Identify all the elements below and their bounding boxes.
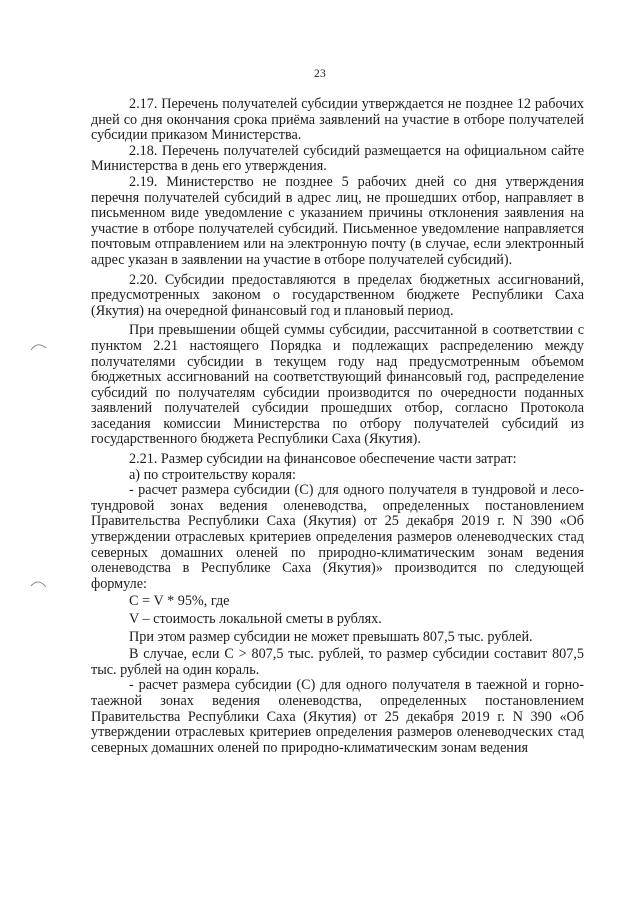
paragraph-2-21: 2.21. Размер субсидии на финансовое обеспечение части затрат: — [129, 451, 517, 468]
paragraph-2-19: 2.19. Министерство не позднее 5 рабочих дней со дня утверждения перечня получателей субсидий в адрес лиц, не прошедших отбор, направляет в письменном виде уведомление с указанием причины отклонения заявления на участие в отборе получателей субсидий. Письменное уведомление направляется почтовым отправлением или на электронную почту (в случае, если электронный адрес указан в заявлении на участие в отборе получателей субсидий). — [91, 173, 584, 268]
page-number: 23 — [313, 68, 327, 80]
paragraph-2-17: 2.17. Перечень получателей субсидии утверждается не позднее 12 рабочих дней со дня окончания срока приёма заявлений на участие в отборе получателей субсидии приказом Министерства. — [91, 96, 584, 144]
margin-scan-mark — [30, 342, 48, 352]
margin-scan-mark — [30, 579, 48, 589]
document-body — [91, 97, 584, 756]
paragraph-item-a: а) по строительству кораля: — [129, 466, 296, 483]
paragraph-2-18: 2.18. Перечень получателей субсидий размещается на официальном сайте Министерства в день его утверждения. — [91, 142, 584, 175]
paragraph-limit-case: В случае, если С > 807,5 тыс. рублей, то размер субсидии составит 807,5 тыс. рублей на один кораль. — [91, 646, 584, 678]
paragraph-subsidy-limit: При этом размер субсидии не может превышать 807,5 тыс. рублей. — [129, 628, 533, 645]
paragraph-2-20: 2.20. Субсидии предоставляются в пределах бюджетных ассигнований, предусмотренных законом о государственном бюджете Республики Саха (Якутия) на очередной финансовый год и плановый период. — [91, 271, 584, 319]
paragraph-tundra-calculation: - расчет размера субсидии (С) для одного получателя в тундровой и лесо-тундровой зонах ведения оленеводства, определенных постановлением Правительства Республики Саха (Якутия) от 25 декабря 2019 г. N 390 «Об утверждении отраслевых критериев определения размеров оленеводческих стад северных домашних оленей по природно-климатическим зонам ведения оленеводства в Республике Саха (Якутия)» производится по следующей формуле: — [91, 482, 584, 592]
paragraph-formula-definition: V – стоимость локальной сметы в рублях. — [129, 611, 382, 627]
paragraph-taiga-calculation: - расчет размера субсидии (С) для одного получателя в таежной и горно-таежной зонах ведения оленеводства, определенных постановлением Правительства Республики Саха (Якутия) от 25 декабря 2019 г. N 390 «Об утверждении отраслевых критериев определения размеров оленеводческих стад северных домашних оленей по природно-климатическим зонам ведения — [91, 677, 584, 756]
paragraph-excess-subsidy: При превышении общей суммы субсидии, рассчитанной в соответствии с пунктом 2.21 настоящего Порядка и подлежащих распределению между получателями субсидии в текущем году над предусмотренным объемом бюджетных ассигнований на соответствующий финансовый год, распределение субсидий по получателям субсидии производится по очередности поданных заявлений получателей субсидии прошедших отбор, согласно Протокола заседания комиссии Министерства по отбору получателей субсидий из государственного бюджета Республики Саха (Якутия). — [91, 322, 584, 448]
paragraph-formula: С = V * 95%, где — [129, 593, 230, 610]
